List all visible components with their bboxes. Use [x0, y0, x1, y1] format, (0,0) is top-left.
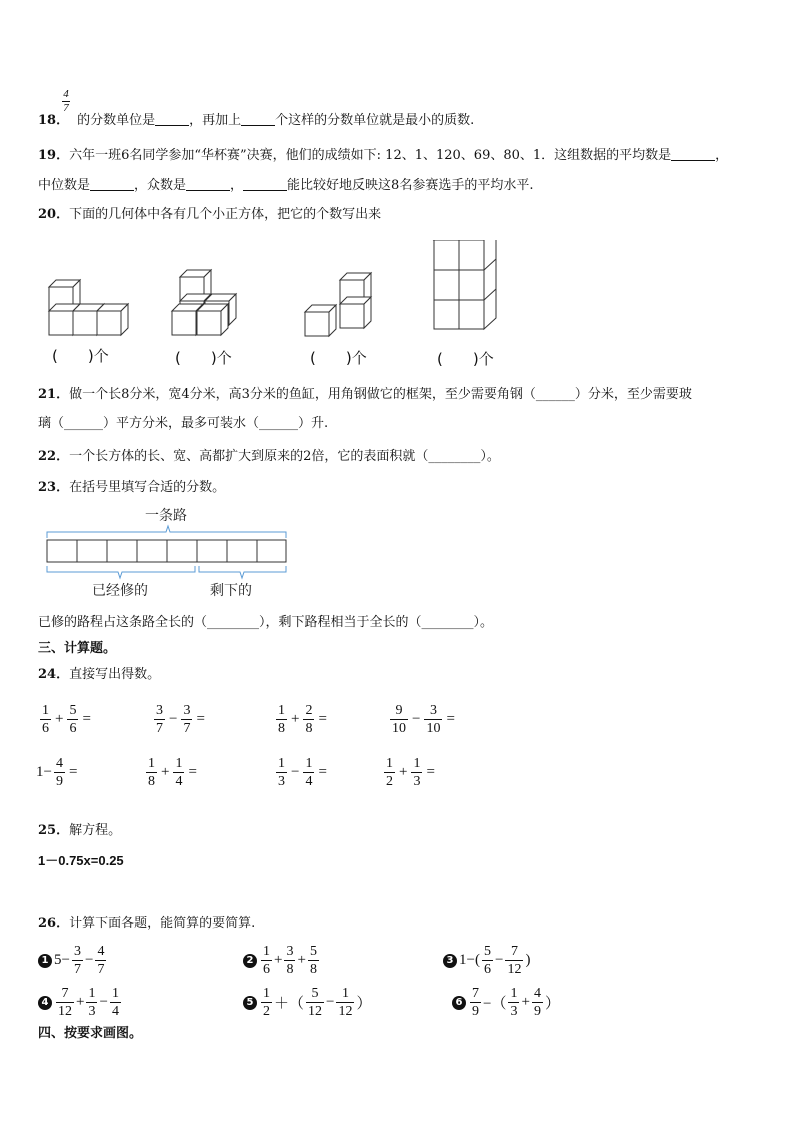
item-number-4: 4	[38, 996, 52, 1010]
question-18	[38, 111, 474, 130]
operator: −	[291, 764, 300, 780]
item-number-2: 2	[243, 954, 257, 968]
count-answer-4[interactable]: ( )个	[437, 350, 494, 368]
q19-text-2: ，	[715, 148, 729, 163]
question-number: 19．	[38, 148, 70, 163]
fraction: $\frac{5}{8}$	[309, 944, 317, 977]
operator: −	[169, 711, 178, 727]
question-23	[38, 479, 225, 497]
count-answer-3[interactable]: ( )个	[310, 349, 367, 367]
fraction-numerator: 4	[63, 88, 69, 100]
q19-text-3: 中位数是	[38, 178, 91, 193]
fraction: $\frac{1}{3}$	[510, 986, 518, 1019]
answer-blank[interactable]	[186, 176, 230, 191]
fraction: $\frac{1}{8}$	[148, 756, 155, 789]
operator: −	[412, 711, 421, 727]
fraction: $\frac{4}{7}$	[97, 944, 105, 977]
fraction: $\frac{1}{3}$	[88, 986, 96, 1019]
question-number: 25．	[38, 823, 70, 838]
simplify-item-2: 2 $\frac{1}{6}$ + $\frac{3}{8}$ + $\frac{5}{8}$	[243, 944, 321, 977]
fraction: $\frac{4}{9}$	[533, 986, 541, 1019]
fraction: $\frac{4}{9}$	[55, 756, 63, 789]
equals-sign: =	[196, 711, 205, 727]
answer-blank[interactable]	[243, 176, 287, 191]
question-19-line-2	[38, 176, 533, 195]
q18-text-2: ，再加上	[189, 113, 242, 128]
question-26	[38, 915, 255, 933]
calc-item-6	[144, 756, 199, 789]
equals-sign: =	[188, 764, 197, 780]
fraction: $\frac{5}{6}$	[69, 703, 77, 736]
fraction: $\frac{9}{10}$	[392, 703, 406, 736]
simplify-item-6: 6 $\frac{7}{9}$ −（ $\frac{1}{3}$ + $\frac{4}{9}$ ）	[452, 986, 560, 1019]
calc-item-4	[388, 703, 457, 736]
question-text: 计算下面各题，能简算的要简算.	[69, 916, 256, 931]
item-number-6: 6	[452, 996, 466, 1010]
fraction: $\frac{1}{8}$	[278, 703, 285, 736]
fraction: $\frac{5}{12}$	[308, 986, 323, 1019]
question-25	[38, 822, 121, 840]
question-number: 18．	[38, 113, 70, 128]
operator: +	[55, 711, 64, 727]
whole-number-minus: 1−	[36, 764, 52, 780]
calc-item-8	[382, 756, 437, 789]
cube-figures	[0, 240, 794, 355]
fraction: $\frac{1}{3}$	[278, 756, 285, 789]
calc-item-2	[152, 703, 207, 736]
q19-text-4: ，众数是	[134, 178, 187, 193]
calc-item-7	[274, 756, 329, 789]
remaining-label: 剩下的	[210, 583, 252, 599]
fraction: $\frac{3}{7}$	[73, 944, 81, 977]
fraction: $\frac{3}{7}$	[183, 703, 191, 736]
fraction: $\frac{2}{8}$	[305, 703, 313, 736]
fraction-denominator: 7	[63, 102, 69, 114]
question-21-line-1	[38, 386, 692, 404]
question-21-line-2	[38, 415, 328, 433]
question-number: 26．	[38, 916, 70, 931]
cube-figure-1	[49, 280, 128, 335]
q19-text-5: ，	[230, 178, 244, 193]
question-number: 24．	[38, 667, 70, 682]
repaired-label: 已经修的	[92, 583, 148, 599]
cube-figure-4	[434, 240, 496, 329]
question-text: 璃（______）平方分米，最多可装水（______）升.	[38, 416, 329, 431]
fraction: $\frac{7}{12}$	[58, 986, 72, 1019]
fraction: $\frac{1}{4}$	[111, 986, 119, 1019]
q18-text-3: 个这样的分数单位就是最小的质数.	[275, 113, 475, 128]
road-diagram	[0, 500, 794, 605]
fraction: $\frac{7}{9}$	[472, 986, 479, 1019]
item-number-5: 5	[243, 996, 257, 1010]
calc-item-1	[38, 703, 93, 736]
equals-sign: =	[318, 711, 327, 727]
question-23-answer	[38, 614, 493, 632]
question-text: 已修的路程占这条路全长的（________），剩下路程相当于全长的（________）。	[38, 615, 494, 630]
item-number-3: 3	[443, 954, 457, 968]
answer-blank[interactable]	[671, 146, 715, 161]
count-answer-2[interactable]: ( )个	[175, 349, 232, 367]
fraction: $\frac{3}{7}$	[156, 703, 163, 736]
question-24	[38, 666, 160, 684]
section-heading-3: 三、计算题。	[38, 641, 117, 656]
simplify-item-1: 1 5− $\frac{3}{7}$ − $\frac{4}{7}$	[38, 944, 108, 977]
equals-sign: =	[446, 711, 455, 727]
fraction: $\frac{1}{6}$	[42, 703, 49, 736]
calc-item-5	[36, 756, 79, 789]
question-22	[38, 448, 500, 466]
operator: +	[161, 764, 170, 780]
equals-sign: =	[68, 764, 78, 780]
fraction: $\frac{1}{3}$	[413, 756, 421, 789]
fraction: $\frac{1}{4}$	[305, 756, 313, 789]
question-20	[38, 206, 381, 224]
operator: +	[399, 764, 408, 780]
fraction: $\frac{1}{2}$	[263, 986, 270, 1019]
question-text: 下面的几何体中各有几个小正方体，把它的个数写出来	[69, 207, 382, 222]
fraction: $\frac{1}{6}$	[263, 944, 270, 977]
item-number-1: 1	[38, 954, 52, 968]
cube-figure-3	[305, 273, 371, 336]
count-answer-1[interactable]: ( )个	[52, 347, 109, 365]
q18-text-1: 的分数单位是	[77, 113, 156, 128]
fraction: $\frac{1}{12}$	[338, 986, 353, 1019]
question-text: 解方程。	[69, 823, 122, 838]
question-19-line-1	[38, 146, 728, 165]
simplify-item-4: 4 $\frac{7}{12}$ + $\frac{1}{3}$ − $\frac{1}{4}$	[38, 986, 123, 1019]
calc-item-3	[274, 703, 329, 736]
fraction: $\frac{1}{2}$	[386, 756, 393, 789]
fraction: $\frac{1}{4}$	[175, 756, 183, 789]
equals-sign: =	[426, 764, 435, 780]
road-label: 一条路	[145, 508, 187, 524]
answer-blank[interactable]	[155, 111, 189, 126]
fraction: $\frac{3}{8}$	[286, 944, 294, 977]
section-heading-4: 四、按要求画图。	[38, 1026, 143, 1041]
answer-blank[interactable]	[90, 176, 134, 191]
question-text: 直接写出得数。	[69, 667, 161, 682]
question-text: 一个长方体的长、宽、高都扩大到原来的2倍，它的表面积就（________）。	[69, 449, 500, 464]
equals-sign: =	[318, 764, 327, 780]
operator: +	[291, 711, 300, 727]
question-number: 23．	[38, 480, 70, 495]
simplify-item-5: 5 $\frac{1}{2}$ ＋（ $\frac{5}{12}$ − $\frac{1}{12}$ ）	[243, 986, 372, 1019]
question-number: 20．	[38, 207, 70, 222]
q19-text-1: 六年一班6名同学参加“华杯赛”决赛，他们的成绩如下: 12、1、120、69、80、1．这组数据的平均数是	[69, 148, 672, 163]
fraction: $\frac{3}{10}$	[426, 703, 441, 736]
cube-figure-2	[172, 270, 236, 335]
q19-text-6: 能比较好地反映这8名参赛选手的平均水平.	[287, 178, 534, 193]
question-text: 在括号里填写合适的分数。	[69, 480, 226, 495]
question-text: 做一个长8分米，宽4分米，高3分米的鱼缸，用角钢做它的框架，至少需要角钢（______）分米，至少需要玻	[69, 387, 692, 402]
fraction: $\frac{5}{6}$	[483, 944, 491, 977]
answer-blank[interactable]	[241, 111, 275, 126]
equals-sign: =	[82, 711, 91, 727]
simplify-item-3: 3 1−( $\frac{5}{6}$ − $\frac{7}{12}$ )	[443, 944, 530, 977]
equation: 1－0.75x=0.25	[38, 853, 124, 868]
question-number: 22．	[38, 449, 70, 464]
fraction: $\frac{7}{12}$	[507, 944, 522, 977]
question-number: 21．	[38, 387, 70, 402]
